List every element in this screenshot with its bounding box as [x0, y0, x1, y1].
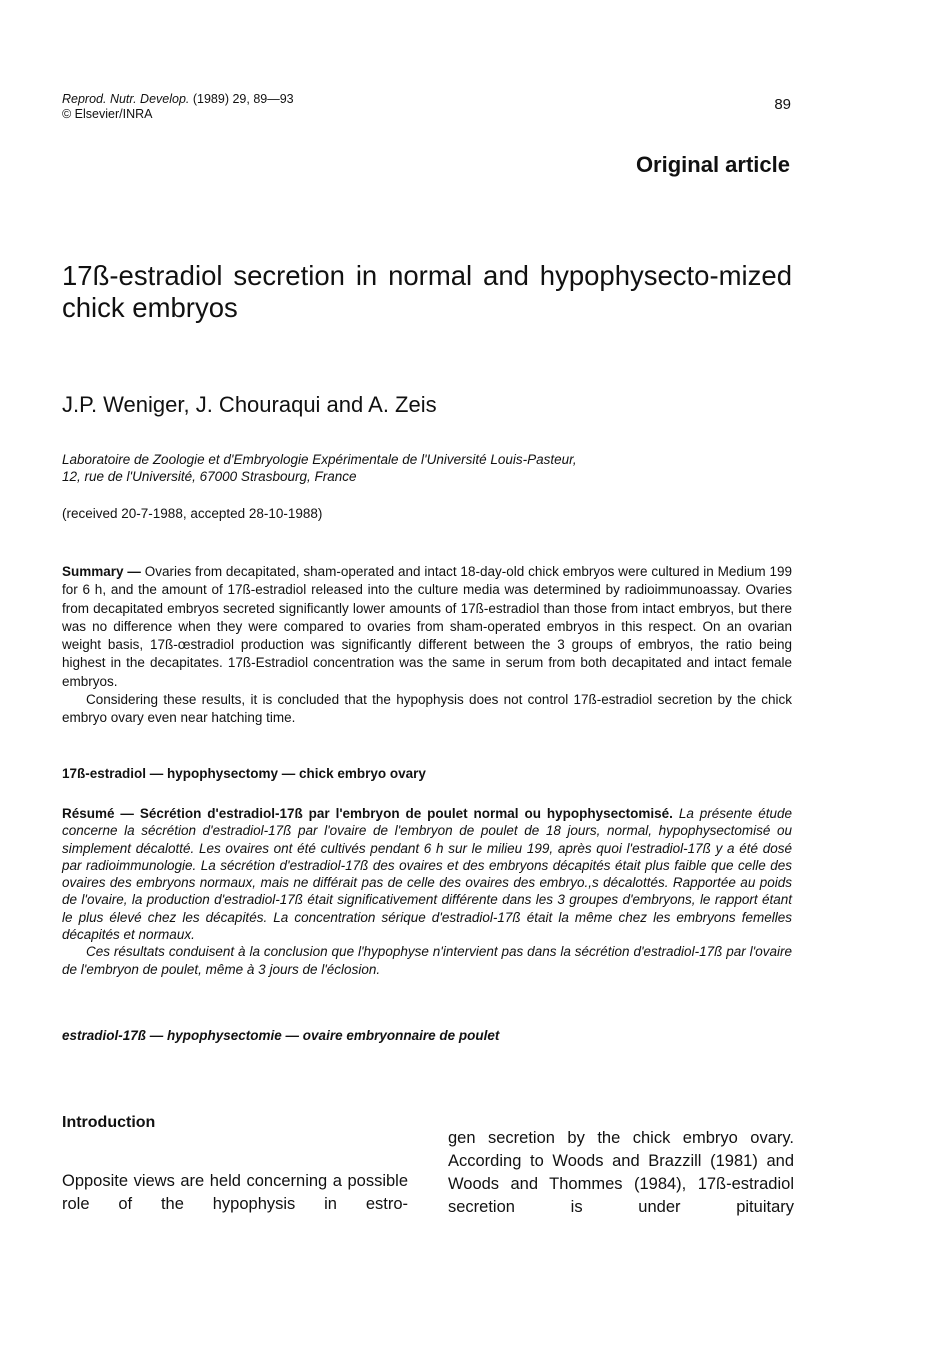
page-number: 89	[774, 96, 791, 113]
resume	[62, 805, 792, 978]
affiliation-line-1: Laboratoire de Zoologie et d'Embryologie Expérimentale de l'Université Louis-Pasteur,	[62, 452, 577, 467]
authors: J.P. Weniger, J. Chouraqui and A. Zeis	[62, 392, 437, 417]
introduction-column-1: Opposite views are held concerning a possible role of the hypophysis in estro-	[62, 1172, 408, 1213]
resume-text: La présente étude concerne la sécrétion d'estradiol-17ß par l'ovaire de l'embryon de poulet de 18 jours, normal, hypophysectomisé ou simplement décalotté. Les ovaires ont été cultivés pendant 6 h sur le milieu 199, après quoi l'estradiol-17ß y a été dosé par radioimmunologie. La sécrétion d'estradiol-17ß des ovaires et des embryons décapités était plus faible que celle des ovaires des embryons normaux, mais ne différait pas de celle des ovaires des embryo.,s décalottés. Rapportée au poids de l'ovaire, la production d'estradiol-17ß était significativement différente dans les 3 groupes d'embryons, le rapport étant le plus élevé chez les décapités. La concentration sérique d'estradiol-17ß était la même chez les embryons femelles décapités et normaux.	[62, 806, 792, 943]
article-title: 17ß-estradiol secretion in normal and hypophysecto-mized chick embryos	[62, 260, 792, 323]
affiliation-line-2: 12, rue de l'Université, 67000 Strasbourg, France	[62, 469, 357, 484]
resume-conclusion: Ces résultats conduisent à la conclusion que l'hypophyse n'intervient pas dans la sécrétion d'estradiol-17ß par l'ovaire de l'embryon de poulet, même à 3 jours de l'éclosion.	[62, 944, 792, 977]
journal-ref: (1989) 29, 89—93	[192, 92, 294, 106]
affiliation	[62, 451, 577, 485]
summary-text: Ovaries from decapitated, sham-operated and intact 18-day-old chick embryos were cultured in Medium 199 for 6 h, and the amount of 17ß-estradiol released into the culture media was determined by radioimmunoassay. Ovaries from decapitated embryos secreted significantly lower amounts of 17ß-estradiol than those from intact embryos, but there was no difference when they were compared to ovaries from sham-operated embryos in this respect. On an ovarian weight basis, 17ß-œstradiol production was significantly different between the 3 groups of embryos, the ratio being highest in the decapitates. 17ß-Estradiol concentration was the same in serum from both decapitated and intact female embryos.	[62, 564, 792, 689]
summary-label: Summary —	[62, 564, 141, 579]
article-type: Original article	[635, 152, 790, 177]
copyright: © Elsevier/INRA	[62, 107, 153, 121]
resume-label: Résumé — Sécrétion d'estradiol-17ß par l'embryon de poulet normal ou hypophysectomisé.	[62, 806, 673, 821]
introduction-column-2: gen secretion by the chick embryo ovary. According to Woods and Brazzill (1981) and Woods and Thommes (1984), 17ß-estradiol secretion is under pituitary	[448, 1129, 794, 1216]
received-dates: (received 20-7-1988, accepted 28-10-1988)	[62, 506, 323, 521]
keywords-french: estradiol-17ß — hypophysectomie — ovaire embryonnaire de poulet	[62, 1028, 500, 1043]
introduction-heading: Introduction	[62, 1114, 156, 1131]
summary-conclusion: Considering these results, it is concluded that the hypophysis does not control 17ß-estradiol secretion by the chick embryo ovary even near hatching time.	[62, 692, 792, 726]
journal-citation	[62, 92, 294, 122]
keywords: 17ß-estradiol — hypophysectomy — chick embryo ovary	[62, 766, 426, 781]
summary	[62, 563, 792, 728]
journal-name: Reprod. Nutr. Develop.	[62, 92, 190, 106]
